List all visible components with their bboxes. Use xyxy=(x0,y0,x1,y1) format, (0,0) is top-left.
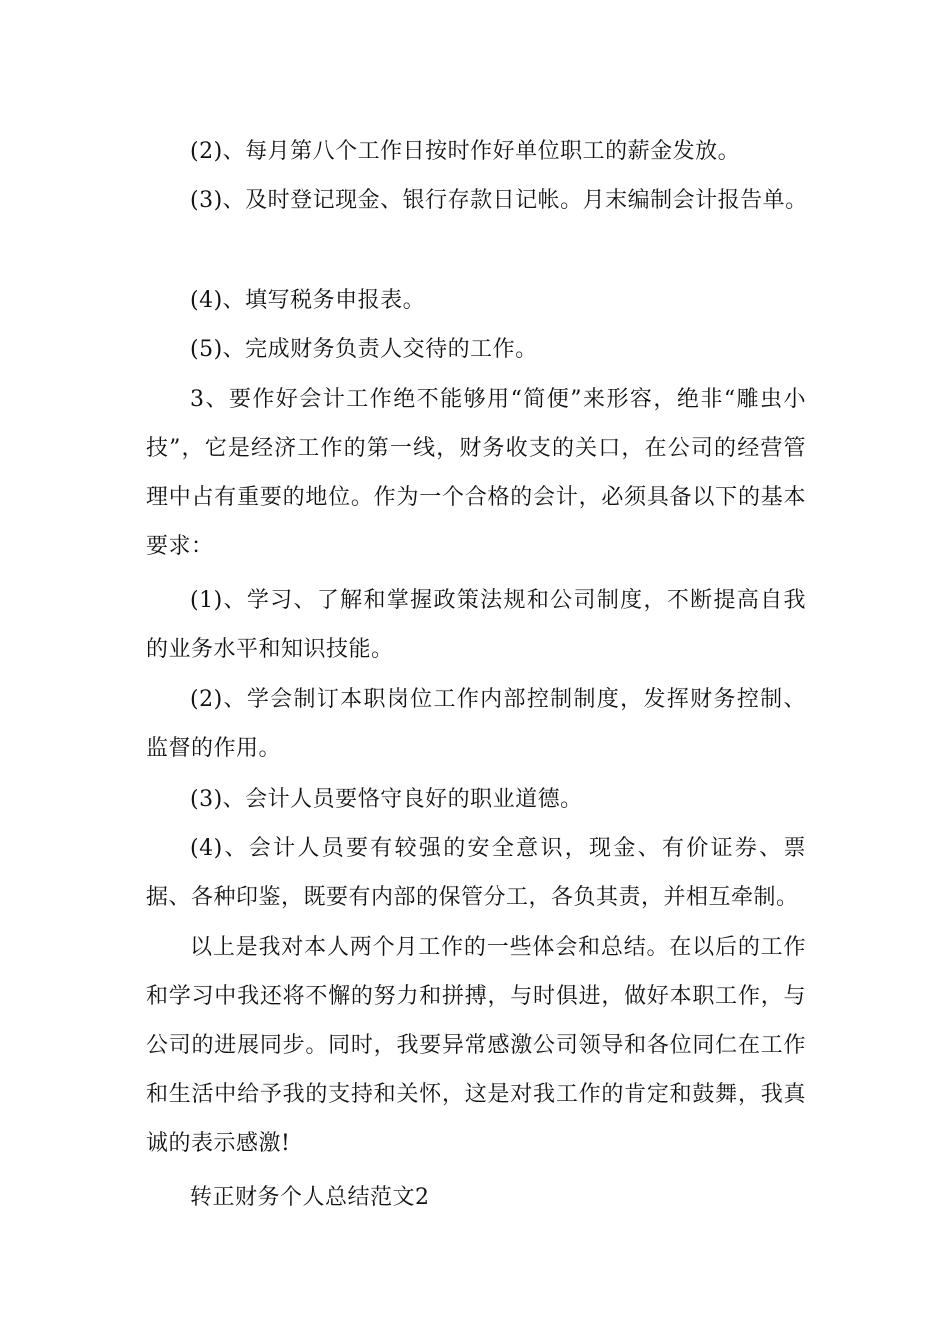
paragraph-security-awareness: (4)、会计人员要有较强的安全意识，现金、有价证券、票据、各种印鉴，既要有内部的保管分工，各负其责，并相互牵制。 xyxy=(146,836,806,910)
paragraph-salary-payment: (2)、每月第八个工作日按时作好单位职工的薪金发放。 xyxy=(190,139,741,164)
paragraph-summary: 以上是我对本人两个月工作的一些体会和总结。在以后的工作和学习中我还将不懈的努力和拼搏，与时俱进，做好本职工作，与公司的进展同步。同时，我要异常感激公司领导和各位同仁在工作和生活中给予我的支持和关怀，这是对我工作的肯定和鼓舞，我真诚的表示感激! xyxy=(146,935,806,1156)
paragraph-tax-forms: (4)、填写税务申报表。 xyxy=(190,288,426,313)
paragraph-assigned-work: (5)、完成财务负责人交待的工作。 xyxy=(190,337,538,362)
paragraph-internal-control: (2)、学会制订本职岗位工作内部控制制度，发挥财务控制、监督的作用。 xyxy=(146,687,806,761)
paragraph-study-regulations: (1)、学习、了解和掌握政策法规和公司制度，不断提高自我的业务水平和知识技能。 xyxy=(146,588,806,662)
paragraph-cash-journal: (3)、及时登记现金、银行存款日记帐。月末编制会计报告单。 xyxy=(190,188,808,213)
paragraph-professional-ethics: (3)、会计人员要恪守良好的职业道德。 xyxy=(190,787,583,812)
paragraph-accounting-requirements: 3、要作好会计工作绝不能够用“简便”来形容，绝非“雕虫小技”，它是经济工作的第一线，财务收支的关口，在公司的经营管理中占有重要的地位。作为一个合格的会计，必须具备以下的基本要求： xyxy=(146,387,806,559)
section-title: 转正财务个人总结范文2 xyxy=(190,1185,430,1210)
